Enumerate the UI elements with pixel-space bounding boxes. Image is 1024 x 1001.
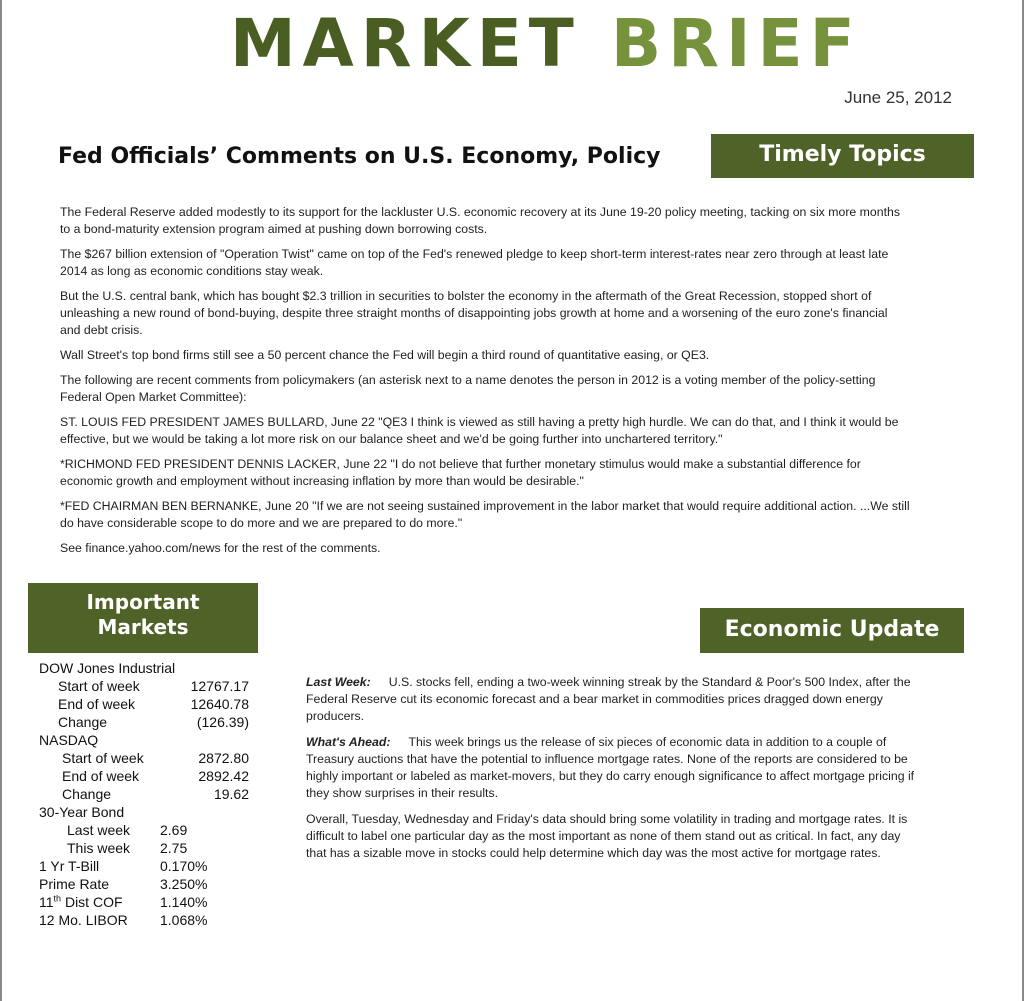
article-headline: Fed Officials’ Comments on U.S. Economy, Policy — [58, 144, 661, 169]
article-paragraph: The following are recent comments from policymakers (an asterisk next to a name denotes the person in 2012 is a voting member of the policy-setting Federal Open Market Committee): — [60, 373, 876, 404]
dow-change-value: (126.39) — [196, 714, 249, 730]
cof-label — [39, 893, 123, 911]
dow-title-row — [39, 659, 269, 677]
nasdaq-change-row — [39, 785, 269, 803]
bond-last-value: 2.69 — [160, 822, 188, 838]
prime-label: Prime Rate — [39, 876, 110, 892]
important-markets-tag-line2: Markets — [97, 615, 189, 639]
timely-topics-tag: Timely Topics — [711, 134, 974, 178]
page-border-left — [0, 0, 2, 1001]
nasdaq-change-label: Change — [62, 786, 112, 802]
nasdaq-start-label: Start of week — [62, 750, 144, 766]
markets-list — [39, 659, 269, 929]
tbill-row — [39, 857, 269, 875]
nasdaq-title-row — [39, 731, 269, 749]
article-paragraph: But the U.S. central bank, which has bought $2.3 trillion in securities to bolster the economy in the aftermath of the Great Recession, stopped short of unleashing a new round of bond-buying, despite three straight months of disappointing jobs growth at home and a worsening of the euro zone's financial and debt crisis. — [60, 289, 888, 337]
libor-value: 1.068% — [160, 912, 208, 928]
prime-row — [39, 875, 269, 893]
econ-last-week-text: U.S. stocks fell, ending a two-week winning streak by the Standard & Poor's 500 Index, after the Federal Reserve cut its economic forecast and a bear market in commodities prices dragged down energy producers. — [306, 675, 911, 723]
dow-title: DOW Jones Industrial — [39, 660, 176, 676]
nasdaq-end-row — [39, 767, 269, 785]
dow-end-value: 12640.78 — [190, 696, 249, 712]
dow-start-value: 12767.17 — [190, 678, 249, 694]
dow-start-row — [39, 677, 269, 695]
bond-this-label: This week — [67, 840, 131, 856]
bond-last-row — [39, 821, 269, 839]
fed-article-body — [60, 204, 910, 565]
nasdaq-end-value: 2892.42 — [198, 768, 249, 784]
masthead-word-brief: BRIEF — [610, 5, 862, 82]
nasdaq-title: NASDAQ — [39, 732, 99, 748]
econ-ahead-text: This week brings us the release of six pieces of economic data in addition to a couple of Treasury auctions that have the potential to influence mortgage rates. None of the reports are considered to be highly important or labeled as market-movers, but they do carry enough significance to affect mortgage pricing if they show surprises in their results. — [306, 735, 915, 800]
econ-last-week-label: Last Week: — [306, 675, 371, 689]
bond-title-row — [39, 803, 269, 821]
cof-label-suffix: th — [53, 893, 62, 904]
article-quote-bernanke: *FED CHAIRMAN BEN BERNANKE, June 20 "If we are not seeing sustained improvement in the labor market that would require additional action. ...We still do have considerable scope to do more and we are prepared to do more." — [60, 499, 910, 530]
nasdaq-start-value: 2872.80 — [198, 750, 249, 766]
nasdaq-change-value: 19.62 — [213, 786, 249, 802]
important-markets-tag-line1: Important — [86, 590, 200, 614]
economic-update-tag: Economic Update — [700, 608, 964, 653]
issue-date: June 25, 2012 — [844, 88, 952, 107]
economic-update-body — [306, 674, 916, 871]
econ-ahead-label: What's Ahead: — [306, 735, 391, 749]
bond-last-label: Last week — [67, 822, 131, 838]
econ-overall-paragraph: Overall, Tuesday, Wednesday and Friday's data should bring some volatility in trading and mortgage rates. It is difficult to label one particular day as the most important as none of them stand out as critical. In fact, any day that has a sizable move in stocks could help determine which day was the most active for mortgage rates. — [306, 812, 908, 860]
econ-last-week-paragraph — [306, 674, 916, 725]
bond-title: 30-Year Bond — [39, 804, 125, 820]
masthead-word-market: MARKET — [230, 5, 581, 82]
cof-row — [39, 893, 269, 911]
bond-this-value: 2.75 — [160, 840, 188, 856]
libor-label: 12 Mo. LIBOR — [39, 912, 128, 928]
cof-label-text: Dist COF — [61, 894, 123, 910]
econ-ahead-paragraph — [306, 734, 916, 802]
article-paragraph: The Federal Reserve added modestly to its support for the lackluster U.S. economic recovery at its June 19-20 policy meeting, tacking on six more months to a bond-maturity extension program aimed at pushing down borrowing costs. — [60, 205, 900, 236]
important-markets-tag — [28, 583, 258, 653]
libor-row — [39, 911, 269, 929]
prime-value: 3.250% — [160, 876, 208, 892]
cof-value: 1.140% — [160, 894, 208, 910]
article-paragraph: The $267 billion extension of "Operation Twist" came on top of the Fed's renewed pledge to keep short-term interest-rates near zero through at least late 2014 as long as economic conditions stay weak. — [60, 247, 889, 278]
tbill-label: 1 Yr T-Bill — [39, 858, 100, 874]
dow-start-label: Start of week — [58, 678, 140, 694]
dow-change-label: Change — [58, 714, 108, 730]
bond-this-row — [39, 839, 269, 857]
cof-label-number: 11 — [39, 894, 54, 910]
dow-end-row — [39, 695, 269, 713]
article-quote-lacker: *RICHMOND FED PRESIDENT DENNIS LACKER, June 22 "I do not believe that further monetary stimulus would make a substantial difference for economic growth and employment without increasing inflation by more than would be desirable." — [60, 457, 861, 488]
dow-end-label: End of week — [58, 696, 136, 712]
dow-change-row — [39, 713, 269, 731]
nasdaq-start-row — [39, 749, 269, 767]
article-paragraph: Wall Street's top bond firms still see a 50 percent chance the Fed will begin a third round of quantitative easing, or QE3. — [60, 348, 710, 362]
article-see-more: See finance.yahoo.com/news for the rest of the comments. — [60, 541, 381, 555]
masthead-title — [230, 4, 970, 84]
nasdaq-end-label: End of week — [62, 768, 140, 784]
article-quote-bullard: ST. LOUIS FED PRESIDENT JAMES BULLARD, June 22 "QE3 I think is viewed as still having a pretty high hurdle. We can do that, and I think it would be effective, but we would be taking a lot more risk on our balance sheet and we'd be going further into unchartered territory." — [60, 415, 899, 446]
tbill-value: 0.170% — [160, 858, 208, 874]
